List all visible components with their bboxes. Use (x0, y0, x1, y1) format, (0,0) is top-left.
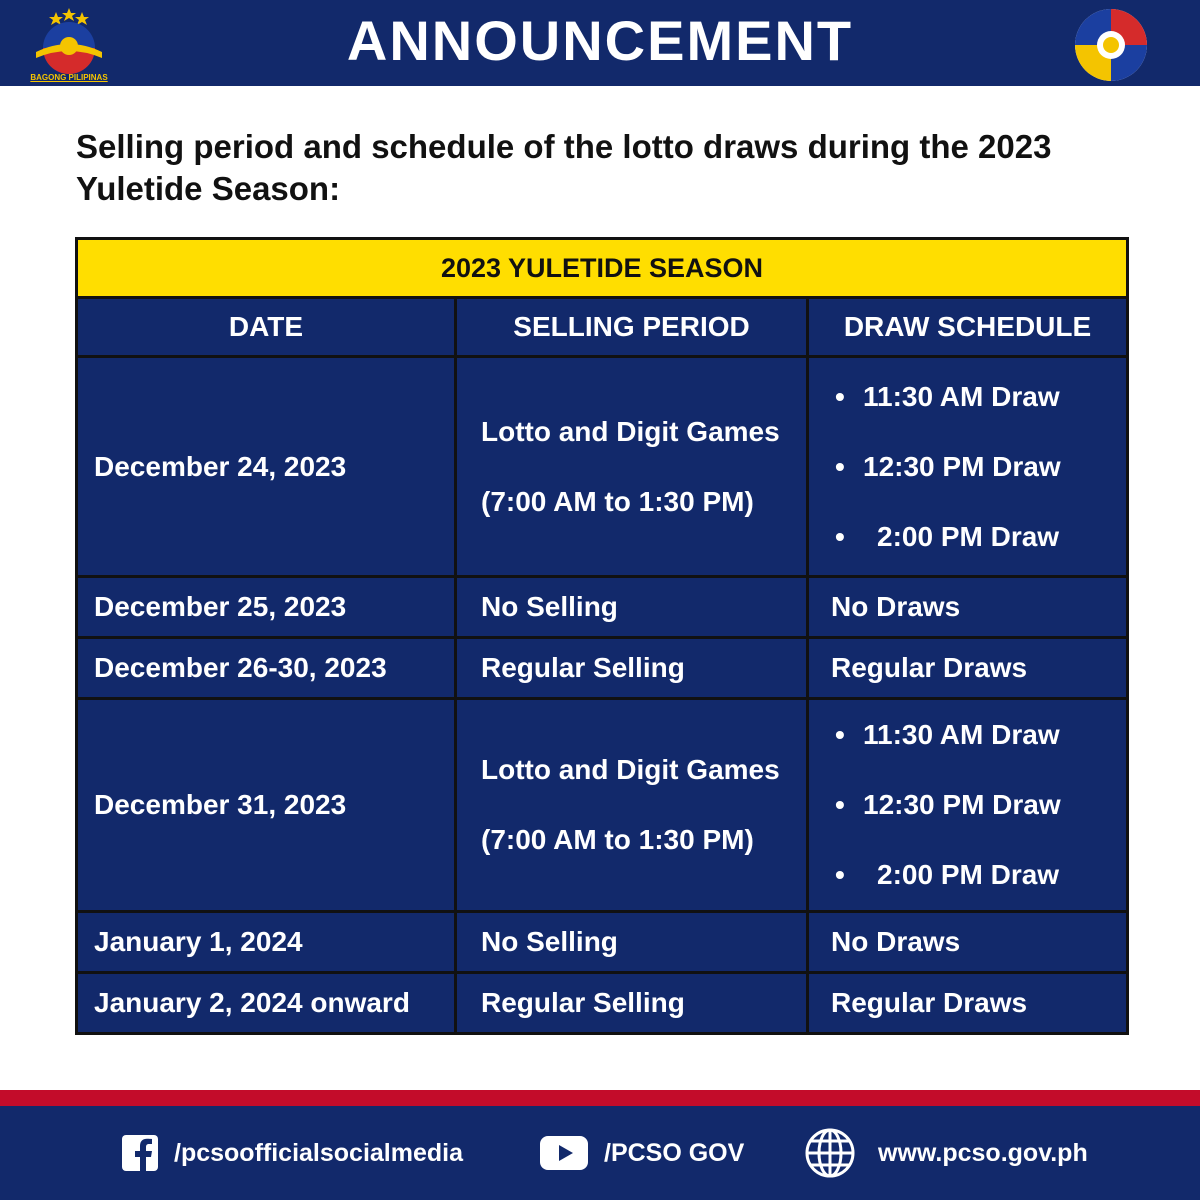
selling-hours: (7:00 AM to 1:30 PM) (481, 824, 754, 855)
selling-cell: No Selling (456, 577, 808, 638)
selling-line: Lotto and Digit Games (481, 754, 780, 785)
table-row (77, 973, 1128, 1034)
footer-bar (0, 1106, 1200, 1200)
schedule-table (75, 237, 1126, 1026)
announcement-title: ANNOUNCEMENT (346, 9, 854, 72)
facebook-icon (122, 1135, 158, 1171)
youtube-link[interactable] (540, 1106, 744, 1200)
table-row (77, 699, 1128, 912)
date-cell: December 26-30, 2023 (77, 638, 456, 699)
draw-item: • 12:30 PM Draw (835, 450, 1061, 482)
draw-cell (808, 699, 1128, 912)
table-header-row (77, 298, 1128, 357)
table-title: 2023 YULETIDE SEASON (77, 239, 1128, 298)
bagong-pilipinas-text: BAGONG PILIPINAS (30, 73, 108, 82)
date-cell: December 25, 2023 (77, 577, 456, 638)
website-url: www.pcso.gov.ph (878, 1138, 1088, 1167)
column-header-selling-period: SELLING PERIOD (456, 298, 808, 357)
draw-item: • 12:30 PM Draw (835, 789, 1061, 820)
pcso-logo-icon (1072, 6, 1150, 84)
table-row (77, 638, 1128, 699)
draw-item: • 11:30 AM Draw (835, 719, 1060, 750)
facebook-handle: /pcsoofficialsocialmedia (174, 1138, 463, 1167)
website-link[interactable] (804, 1106, 1088, 1200)
pcso-logo (1072, 6, 1150, 84)
footer-red-stripe (0, 1090, 1200, 1106)
table-row (77, 912, 1128, 973)
draw-item: • 2:00 PM Draw (835, 520, 1060, 552)
draw-cell: Regular Draws (808, 973, 1128, 1034)
date-cell: January 2, 2024 onward (77, 973, 456, 1034)
table-row (77, 357, 1128, 577)
header-bar (0, 0, 1200, 86)
date-cell: December 31, 2023 (77, 699, 456, 912)
column-header-date: DATE (77, 298, 456, 357)
selling-line: Lotto and Digit Games (481, 415, 780, 447)
date-cell: January 1, 2024 (77, 912, 456, 973)
draw-cell (808, 357, 1128, 577)
selling-cell: Regular Selling (456, 973, 808, 1034)
selling-cell: Regular Selling (456, 638, 808, 699)
intro-heading: Selling period and schedule of the lotto draws during the 2023 Yuletide Season: (76, 128, 1052, 207)
youtube-icon (540, 1136, 588, 1170)
column-header-draw-schedule: DRAW SCHEDULE (808, 298, 1128, 357)
draw-cell: No Draws (808, 577, 1128, 638)
facebook-link[interactable] (122, 1106, 463, 1200)
selling-cell: No Selling (456, 912, 808, 973)
selling-cell (456, 699, 808, 912)
draw-cell: No Draws (808, 912, 1128, 973)
globe-icon (804, 1127, 856, 1179)
table-row (77, 577, 1128, 638)
date-cell: December 24, 2023 (77, 357, 456, 577)
selling-cell (456, 357, 808, 577)
draw-item: • 2:00 PM Draw (835, 859, 1060, 890)
selling-hours: (7:00 AM to 1:30 PM) (481, 485, 754, 517)
youtube-handle: /PCSO GOV (604, 1138, 745, 1167)
draw-item: • 11:30 AM Draw (835, 380, 1060, 412)
draw-cell: Regular Draws (808, 638, 1128, 699)
